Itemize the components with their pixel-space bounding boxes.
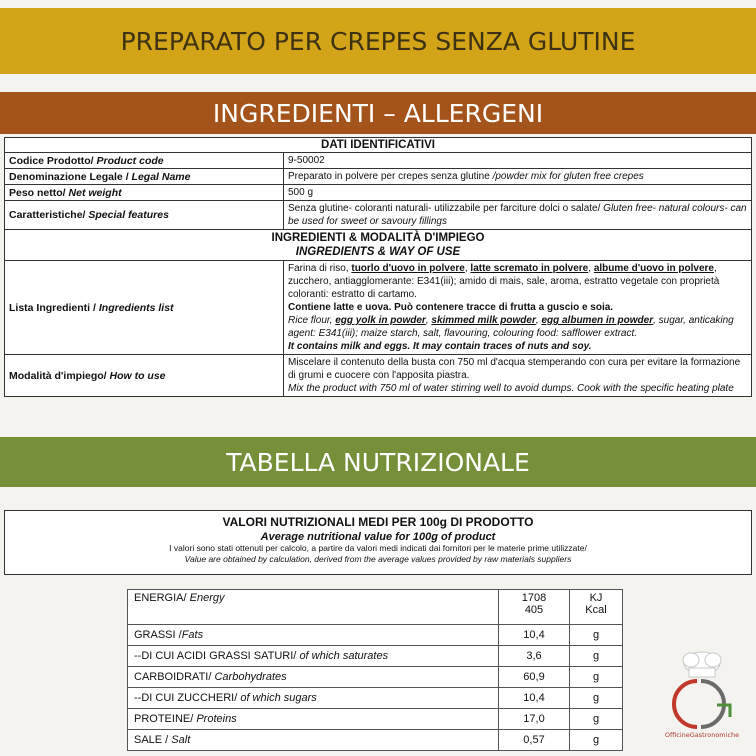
weight-value: 500 g xyxy=(284,185,752,201)
nutrition-heading: VALORI NUTRIZIONALI MEDI PER 100g DI PRODOTTO xyxy=(222,515,534,529)
nutrient-value: 0,57 xyxy=(499,730,570,751)
usage-label-en: How to use xyxy=(109,369,166,382)
allergen-note-it: Contiene latte e uova. Può contenere tracce di frutta a guscio e soia. xyxy=(288,302,614,313)
product-title: PREPARATO PER CREPES SENZA GLUTINE xyxy=(120,26,636,56)
table-row xyxy=(5,355,752,397)
logo-text: OfficineGastronomiche xyxy=(664,731,740,739)
usage-label-it: Modalità d'impiego/ xyxy=(9,369,110,382)
identification-table xyxy=(4,137,752,397)
ingredients-banner xyxy=(0,92,756,134)
usage-label xyxy=(5,355,284,397)
nutrient-unit: g xyxy=(570,709,623,730)
nutrient-label: --DI CUI ZUCCHERI/ of which sugars xyxy=(128,688,499,709)
ident-heading: DATI IDENTIFICATIVI xyxy=(5,138,752,153)
ingredients-heading-it: INGREDIENTI & MODALITÀ D'IMPIEGO xyxy=(271,232,485,244)
weight-label-it: Peso netto/ xyxy=(9,186,69,199)
name-label-it: Denominazione Legale / xyxy=(9,170,132,183)
nutrient-label: --DI CUI ACIDI GRASSI SATURI/ of which saturates xyxy=(128,646,499,667)
table-row xyxy=(5,153,752,169)
nutrition-note-it: I valori sono stati ottenuti per calcolo, a partire da valori medi indicati dai fornitori per le materie prime utilizzate/ xyxy=(169,543,587,553)
nutrition-banner xyxy=(0,437,756,487)
code-label xyxy=(5,153,284,169)
features-value xyxy=(284,201,752,230)
energy-value: 1708 405 xyxy=(499,590,570,625)
ingredients-en: Rice flour, egg yolk in powder, skimmed milk powder, egg albumen in powder, sugar, anticaking agent: E341(iii); maize starch, salt, flavouring, colouring food: safflower extract. xyxy=(288,315,734,339)
table-row xyxy=(128,709,623,730)
nutrient-label: SALE / Salt xyxy=(128,730,499,751)
table-row xyxy=(5,185,752,201)
features-value-it: Senza glutine- coloranti naturali- utilizzabile per farciture dolci o salate/ xyxy=(288,203,604,214)
nutrition-heading-en: Average nutritional value for 100g of product xyxy=(260,531,496,543)
nutrient-unit: g xyxy=(570,646,623,667)
table-row xyxy=(128,625,623,646)
nutrient-value: 10,4 xyxy=(499,688,570,709)
nutrient-label: GRASSI /Fats xyxy=(128,625,499,646)
ingredients-it: Farina di riso, tuorlo d'uovo in polvere, latte scremato in polvere, albume d'uovo in polvere, zucchero, antiagglomerante: E341(iii); amido di mais, sale, aroma, estratto vegetale con proprietà coloranti: estratto di cartamo. xyxy=(288,263,720,300)
nutrient-label: CARBOIDRATI/ Carbohydrates xyxy=(128,667,499,688)
ingredients-label-en: Ingredients list xyxy=(98,301,174,314)
name-value-en: /powder mix for gluten free crepes xyxy=(492,171,644,182)
table-row xyxy=(128,688,623,709)
nutrition-table xyxy=(127,589,623,751)
nutrient-unit: g xyxy=(570,625,623,646)
features-label xyxy=(5,201,284,230)
table-row xyxy=(128,590,623,625)
allergen-note-en: It contains milk and eggs. It may contain traces of nuts and soy. xyxy=(288,341,592,352)
ingredients-heading xyxy=(5,230,752,261)
nutrition-header-box xyxy=(4,510,752,575)
name-label xyxy=(5,169,284,185)
name-value-it: Preparato in polvere per crepes senza glutine xyxy=(288,171,493,182)
features-value-en: Gluten free- natural colours- can be used for sweet or savoury fillings xyxy=(288,203,747,227)
name-value xyxy=(284,169,752,185)
product-title-banner xyxy=(0,8,756,74)
nutrient-unit: g xyxy=(570,688,623,709)
nutrient-value: 10,4 xyxy=(499,625,570,646)
table-row xyxy=(5,201,752,230)
usage-value xyxy=(284,355,752,397)
ingredients-label-it: Lista Ingredienti / xyxy=(9,301,99,314)
table-row xyxy=(128,646,623,667)
energy-unit: KJ Kcal xyxy=(570,590,623,625)
features-label-it: Caratteristiche/ xyxy=(9,209,89,221)
usage-it: Miscelare il contenuto della busta con 750 ml d'acqua stemperando con cura per evitare la formazione di grumi e cuocere con l'apposita piastra. xyxy=(288,357,741,381)
weight-label xyxy=(5,185,284,201)
ingredients-heading-en: INGREDIENTS & WAY OF USE xyxy=(295,246,461,258)
code-label-it: Codice Prodotto/ xyxy=(9,154,94,167)
code-value: 9-50002 xyxy=(284,153,752,169)
nutrient-value: 17,0 xyxy=(499,709,570,730)
ingredients-list-value xyxy=(284,261,752,355)
nutrient-label: PROTEINE/ Proteins xyxy=(128,709,499,730)
nutrient-value: 60,9 xyxy=(499,667,570,688)
table-row xyxy=(128,730,623,751)
nutrient-value: 3,6 xyxy=(499,646,570,667)
usage-en: Mix the product with 750 ml of water stirring well to avoid dumps. Cook with the specific heating plate xyxy=(288,383,734,394)
name-label-en: Legal Name xyxy=(131,170,191,183)
ingredients-list-label xyxy=(5,261,284,355)
table-row xyxy=(5,261,752,355)
weight-label-en: Net weight xyxy=(68,186,122,199)
code-label-en: Product code xyxy=(96,154,164,167)
energy-label: ENERGIA/ Energy xyxy=(128,590,499,625)
features-label-en: Special features xyxy=(88,209,169,221)
chef-hat-logo-icon xyxy=(657,647,747,742)
nutrition-section-title: TABELLA NUTRIZIONALE xyxy=(226,447,530,477)
nutrient-unit: g xyxy=(570,667,623,688)
nutrition-note-en: Value are obtained by calculation, derived from the average values provided by raw materials suppliers xyxy=(184,554,572,564)
ingredients-section-title: INGREDIENTI – ALLERGENI xyxy=(212,98,544,128)
officine-gastronomiche-logo xyxy=(657,647,747,742)
table-row xyxy=(128,667,623,688)
table-row xyxy=(5,169,752,185)
nutrient-unit: g xyxy=(570,730,623,751)
